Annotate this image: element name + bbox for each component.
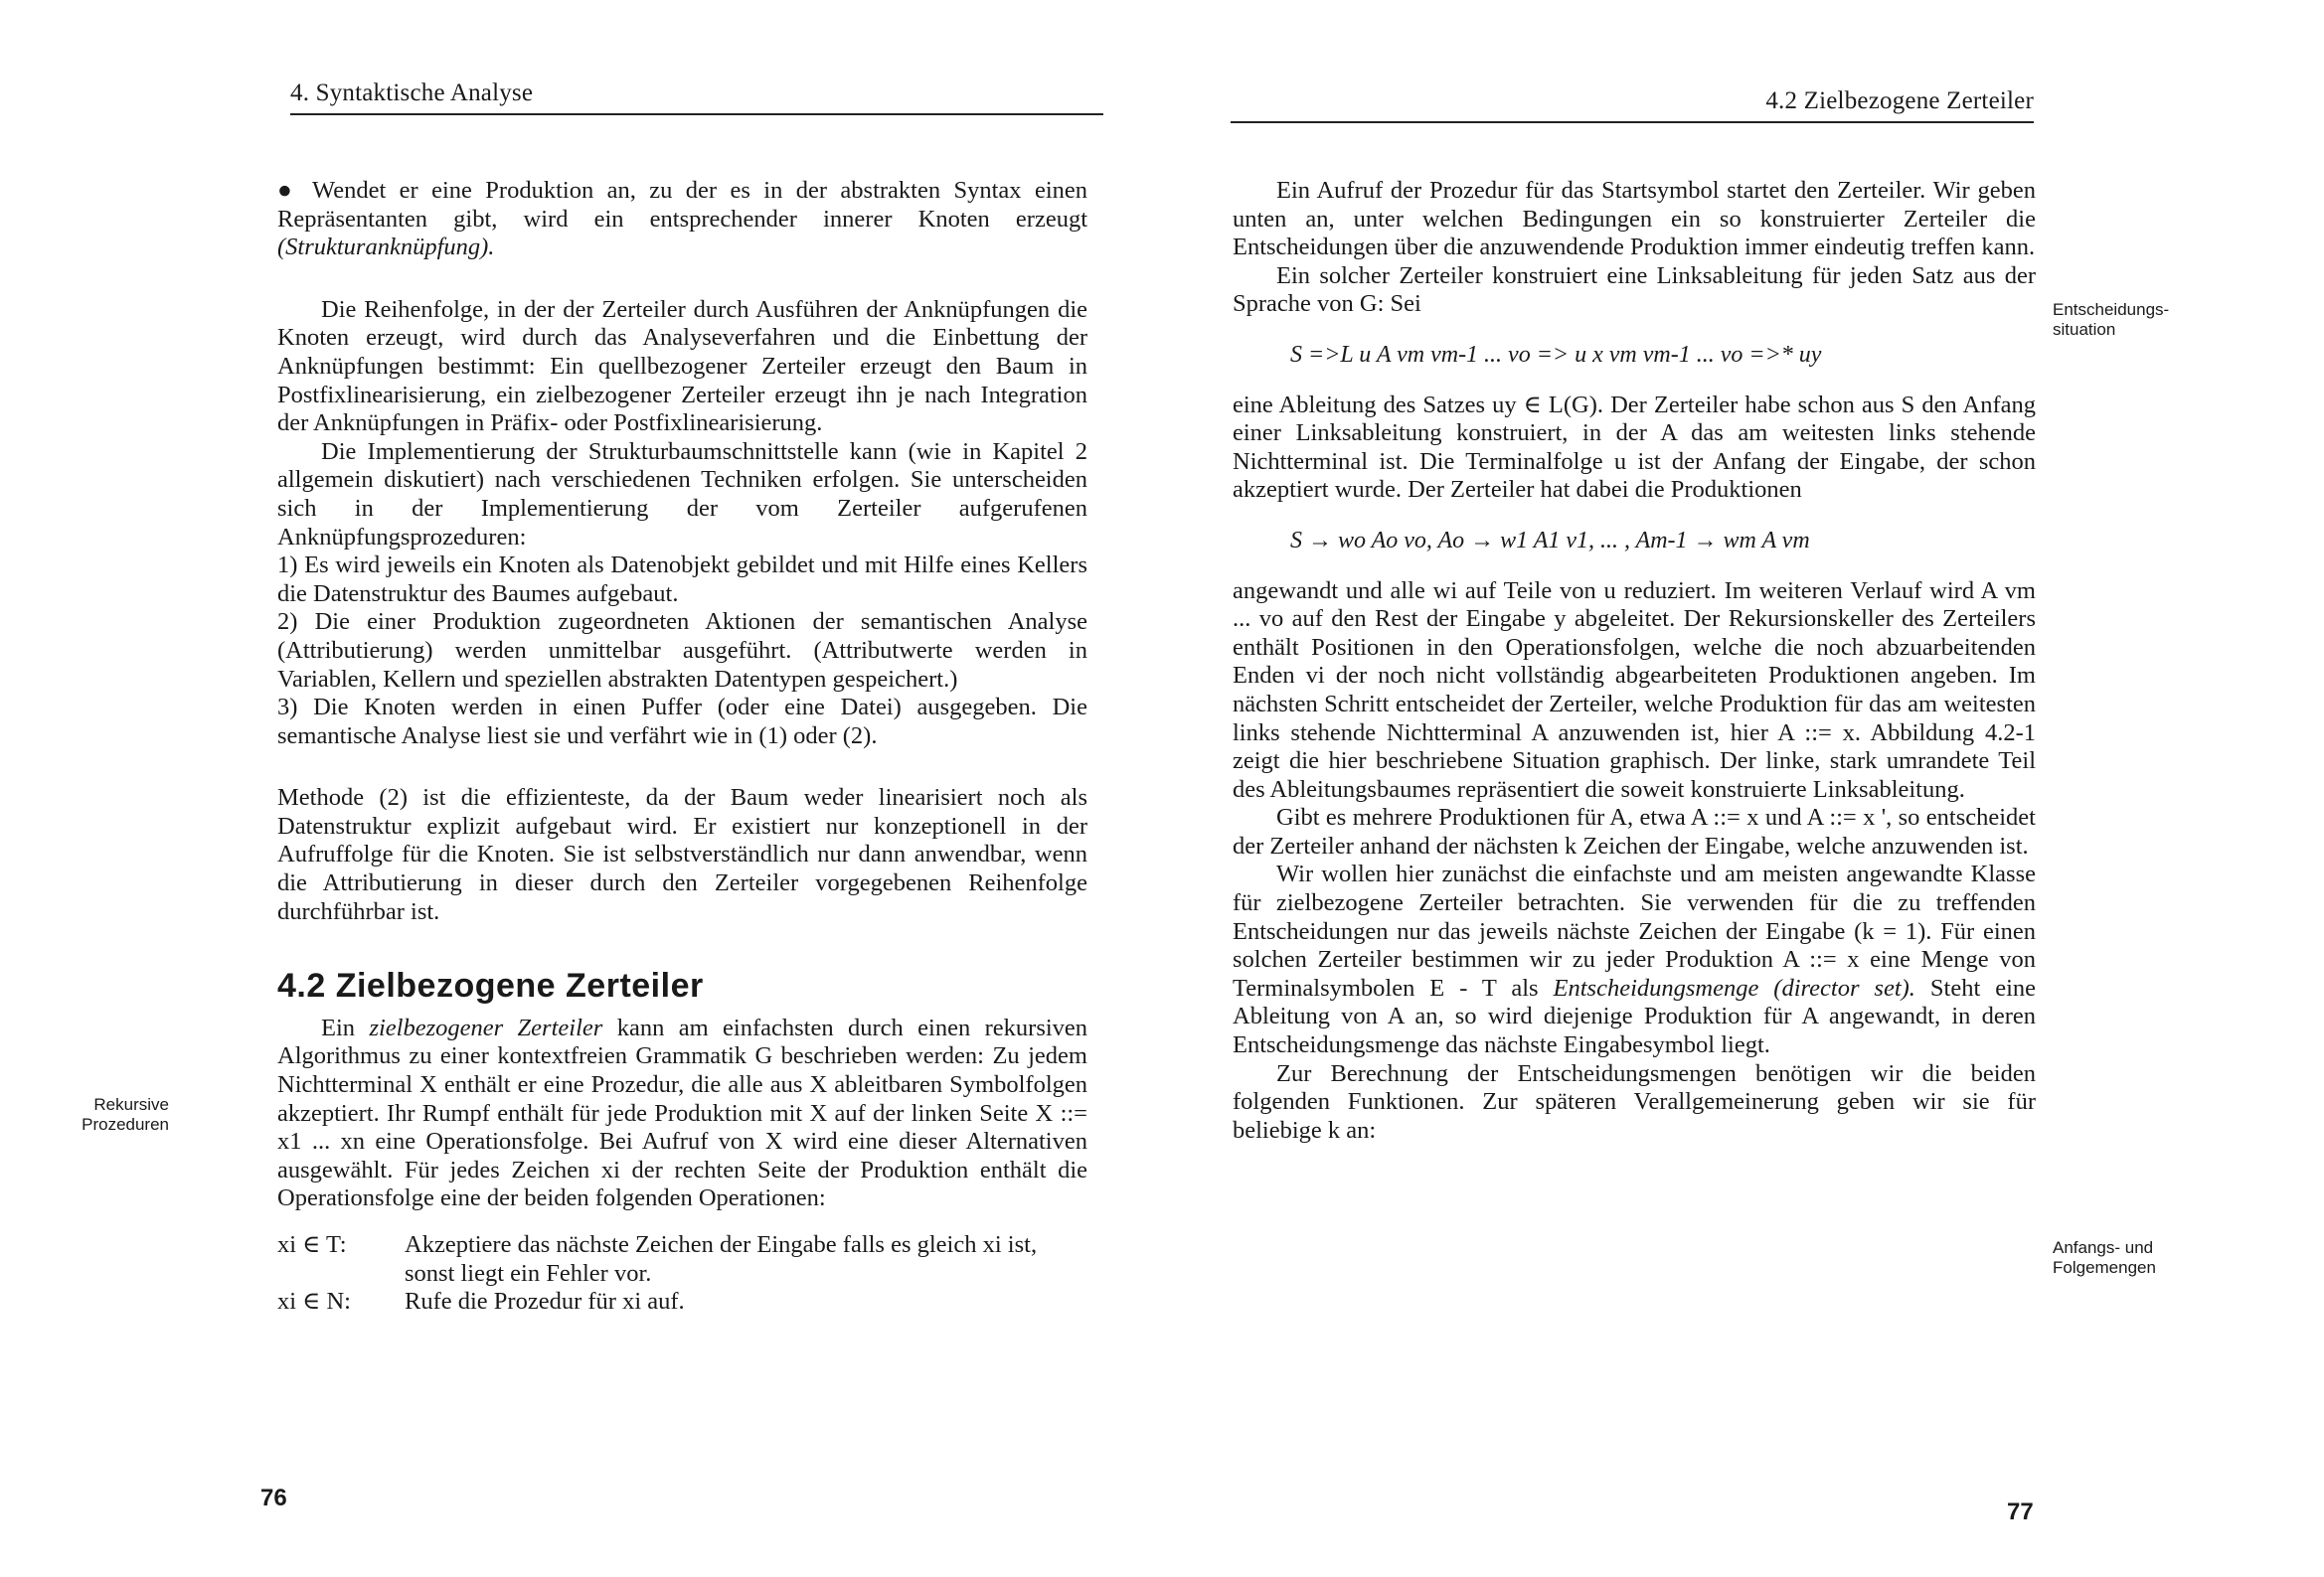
margin-note-anfangs-und-folgemengen: Anfangs- und Folgemengen xyxy=(2053,1238,2156,1277)
paragraph-angewandt: angewandt und alle wi auf Teile von u reduziert. Im weiteren Verlauf wird A vm ... vo auf den Rest der Eingabe y abgeleitet. Der Rekursionskeller des Zerteilers enthält Positionen in den Operationsfolgen, welche die noch abzuarbeitenden Enden vi der noch nicht vollständig abgearbeiteten Produktionen angeben. Im nächsten Schritt entscheidet der Zerteiler, welche Produktion für das am weitesten links stehende Nichtterminal A anzuwenden ist, hier A ::= x. Abbildung 4.2-1 zeigt die hier beschriebene Situation graphisch. Der linke, stark umrandete Teil des Ableitungsbaumes repräsentiert die soweit konstruierte Linksableitung. xyxy=(1233,576,2036,803)
formula-derivation: S =>L u A vm vm-1 ... vo => u x vm vm-1 ... vo =>* uy xyxy=(1290,341,1822,368)
margin-note-entscheidungssituation: Entscheidungs-situation xyxy=(2053,300,2170,339)
term-zielbezogener-zerteiler: zielbezogener Zerteiler xyxy=(369,1014,603,1041)
formula-productions: S → wo Ao vo, Ao → w1 A1 v1, ... , Am-1 → wm A vm xyxy=(1290,527,1810,553)
paragraph-einfachste-klasse: Wir wollen hier zunächst die einfachste und am meisten angewandte Klasse für zielbezogene Zerteiler betrachten. Sie verwenden für die zu treffenden Entscheidungen nur das jeweils nächste Zeichen der Eingabe (k = 1). Für einen solchen Zerteiler bestimmen wir zu jeder Produktion A ::= x eine Menge von Terminalsymbolen E - T als Entscheidungsmenge (director set). Steht eine Ableitung von A an, so wird diejenige Produktion für A angewandt, in deren Entscheidungsmenge das nächste Eingabesymbol liegt. xyxy=(1233,861,2037,1059)
paragraph-berechnung: Zur Berechnung der Entscheidungsmengen benötigen wir die beiden folgenden Funktionen. Zur späteren Verallgemeinerung geben wir sie für beliebige k an: xyxy=(1233,1059,2036,1144)
paragraph-implementierung: Die Implementierung der Strukturbaumschnittstelle kann (wie in Kapitel 2 allgemein diskutiert) nach verschiedenen Techniken erfolgen. Sie unterscheiden sich in der Implementierung der vom Zerteiler aufgerufenen Anknüpfungsprozeduren: xyxy=(277,437,1087,551)
paragraph-linksableitung: Ein solcher Zerteiler konstruiert eine Linksableitung für jeden Satz aus der Sprache von G: Sei xyxy=(1233,261,2036,318)
paragraph-zielbezogener-zerteiler: Ein zielbezogener Zerteiler kann am einfachsten durch einen rekursiven Algorithmus zu einer kontextfreien Grammatik G beschrieben werden: Zu jedem Nichtterminal X enthält er eine Prozedur, die alle aus X ableitbaren Symbolfolgen akzeptiert. Ihr Rumpf enthält für jede Produktion mit X auf der linken Seite X ::= x1 ... xn eine Operationsfolge. Bei Aufruf von X wird eine dieser Alternativen ausgewählt. Für jedes Zeichen xi der rechten Seite der Produktion enthält die Operationsfolge eine der beiden folgenden Operationen: xyxy=(277,1014,1088,1212)
operation-nonterminal: xi ∈ N: Rufe die Prozedur für xi auf. xyxy=(277,1288,685,1316)
left-body-text xyxy=(277,177,1087,1317)
operation-terminal: xi ∈ T: Akzeptiere das nächste Zeichen der Eingabe falls es gleich xi ist, sonst liegt ein Fehler vor. xyxy=(277,1231,1038,1287)
page-number-left: 76 xyxy=(260,1485,287,1511)
list-item-3: 3) Die Knoten werden in einen Puffer (oder eine Datei) ausgegeben. Die semantische Analyse liest sie und verfährt wie in (1) oder (2). xyxy=(277,694,1087,749)
list-item-1: 1) Es wird jeweils ein Knoten als Datenobjekt gebildet und mit Hilfe eines Kellers die Datenstruktur des Baumes aufgebaut. xyxy=(277,552,1087,607)
paragraph-mehrere-produktionen: Gibt es mehrere Produktionen für A, etwa A ::= x und A ::= x ', so entscheidet der Zerteiler anhand der nächsten k Zeichen der Eingabe, welche anzuwenden ist. xyxy=(1233,804,2036,860)
operations-list xyxy=(277,1231,1087,1317)
right-running-head: 4.2 Zielbezogene Zerteiler xyxy=(1231,87,2034,123)
right-body-text xyxy=(1233,177,2036,1145)
term-entscheidungsmenge: Entscheidungsmenge (director set). xyxy=(1553,974,1915,1002)
paragraph-methode: Methode (2) ist die effizienteste, da der Baum weder linearisiert noch als Datenstruktur explizit aufgebaut wird. Er existiert nur konzeptionell in der Aufruffolge für die Knoten. Sie ist selbstverständlich nur dann anwendbar, wenn die Attributierung in dieser durch den Zerteiler vorgegebenen Reihenfolge durchführbar ist. xyxy=(277,784,1087,925)
paragraph-aufruf: Ein Aufruf der Prozedur für das Startsymbol startet den Zerteiler. Wir geben unten an, unter welchen Bedingungen ein so konstruierter Zerteiler die Entscheidungen über die anzuwendende Produktion immer eindeutig treffen kann. xyxy=(1233,177,2036,261)
bullet-icon: ● xyxy=(277,177,313,204)
section-heading: 4.2 Zielbezogene Zerteiler xyxy=(277,967,704,1006)
left-running-head: 4. Syntaktische Analyse xyxy=(290,79,1103,115)
paragraph-reihenfolge: Die Reihenfolge, in der der Zerteiler durch Ausführen der Anknüpfungen die Knoten erzeugt, wird durch das Analyseverfahren und die Einbettung der Anknüpfungen bestimmt: Ein quellbezogener Zerteiler erzeugt den Baum in Postfixlinearisierung, ein zielbezogener Zerteiler erzeugt ihn je nach Integration der Anknüpfungen in Präfix- oder Postfixlinearisierung. xyxy=(277,295,1087,437)
list-item-2: 2) Die einer Produktion zugeordneten Aktionen der semantischen Analyse (Attributierung) werden unmittelbar ausgeführt. (Attributwerte werden in Variablen, Kellern und speziellen abstrakten Datentypen gespeichert.) xyxy=(277,608,1087,693)
right-page xyxy=(1162,0,2324,1577)
margin-note-rekursive-prozeduren: Rekursive Prozeduren xyxy=(82,1095,169,1134)
paragraph-ableitung: eine Ableitung des Satzes uy ∈ L(G). Der Zerteiler habe schon aus S den Anfang einer Linksableitung konstruiert, in der A das am weitesten links stehende Nichtterminal ist. Die Terminalfolge u ist der Anfang der Eingabe, der schon akzeptiert wurde. Der Zerteiler hat dabei die Produktionen xyxy=(1233,391,2036,504)
page-number-right: 77 xyxy=(2007,1498,2034,1525)
bullet-paragraph: ● Wendet er eine Produktion an, zu der es in der abstrakten Syntax einen Repräsentanten gibt, wird ein entsprechender innerer Knoten erzeugt (Strukturanknüpfung). xyxy=(277,177,1088,261)
